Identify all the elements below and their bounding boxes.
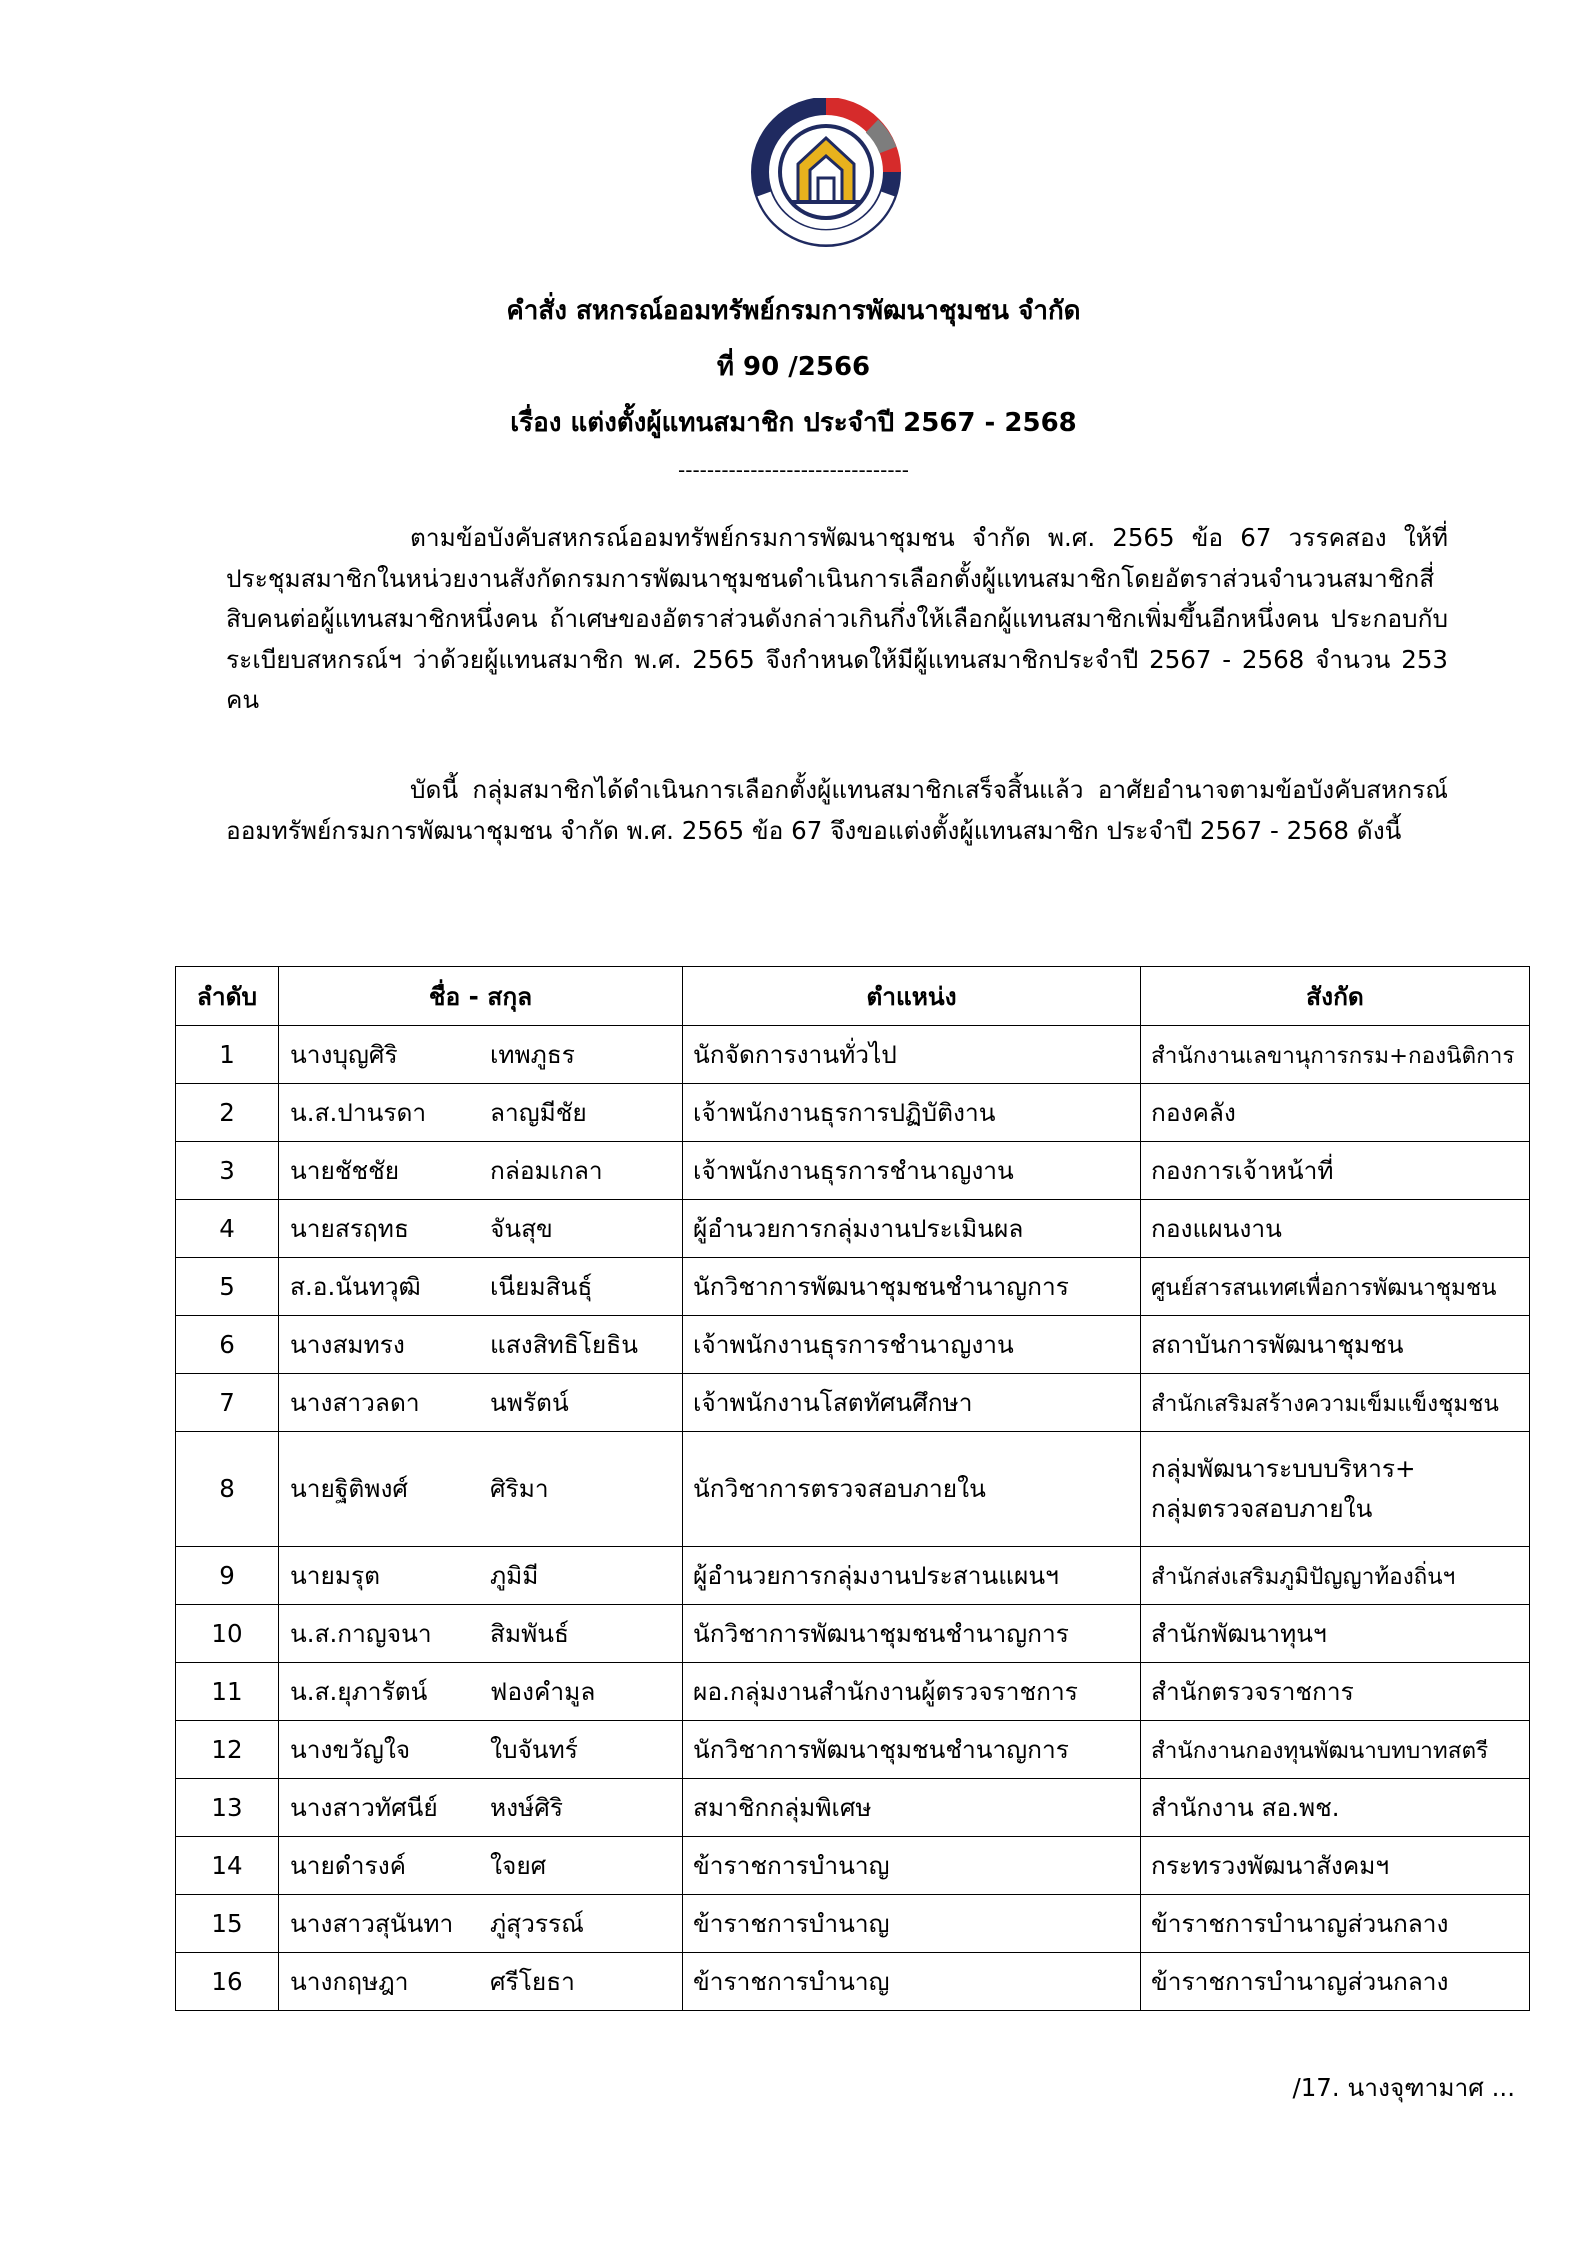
last-name: กล่อมเกลา [490, 1156, 603, 1185]
row-position: ผอ.กลุ่มงานสำนักงานผู้ตรวจราชการ [683, 1663, 1141, 1721]
row-number: 9 [176, 1547, 279, 1605]
row-unit: สำนักงานกองทุนพัฒนาบทบาทสตรี [1141, 1721, 1530, 1779]
header-position: ตำแหน่ง [683, 967, 1141, 1026]
order-number: ที่ 90 /2566 [716, 352, 871, 382]
row-unit: ศูนย์สารสนเทศเพื่อการพัฒนาชุมชน [1141, 1258, 1530, 1316]
last-name: หงษ์ศิริ [490, 1793, 563, 1822]
first-name: นางขวัญใจ [290, 1735, 411, 1764]
order-subject: เรื่อง แต่งตั้งผู้แทนสมาชิก ประจำปี 2567 - 2568 [510, 408, 1077, 438]
row-number: 14 [176, 1837, 279, 1895]
row-name [279, 1026, 683, 1084]
last-name: เนียมสินธุ์ [490, 1272, 593, 1301]
table-row [176, 1605, 1530, 1663]
last-name: จันสุข [490, 1214, 553, 1243]
last-name: ภูมิมี [490, 1561, 539, 1590]
row-number: 13 [176, 1779, 279, 1837]
table-row [176, 1316, 1530, 1374]
first-name: นายดำรงค์ [290, 1851, 407, 1880]
paragraph-appointment-text: บัดนี้ กลุ่มสมาชิกได้ดำเนินการเลือกตั้งผู้แทนสมาชิกเสร็จสิ้นแล้ว อาศัยอำนาจตามข้อบังคับสหกรณ์ออมทรัพย์กรมการพัฒนาชุมชน จำกัด พ.ศ. 2565 ข้อ 67 จึงขอแต่งตั้งผู้แทนสมาชิก ประจำปี 2567 - 2568 ดังนี้ [226, 775, 1448, 845]
last-name: ฟองคำมูล [490, 1677, 596, 1706]
first-name: นายชัชชัย [290, 1156, 400, 1185]
row-name [279, 1895, 683, 1953]
representatives-table [175, 966, 1530, 2011]
row-unit: สำนักตรวจราชการ [1141, 1663, 1530, 1721]
header-unit: สังกัด [1141, 967, 1530, 1026]
row-number: 6 [176, 1316, 279, 1374]
row-unit: กระทรวงพัฒนาสังคมฯ [1141, 1837, 1530, 1895]
first-name: นายมรุต [290, 1561, 381, 1590]
row-name [279, 1605, 683, 1663]
row-unit: สำนักงาน สอ.พช. [1141, 1779, 1530, 1837]
row-unit: สำนักพัฒนาทุนฯ [1141, 1605, 1530, 1663]
row-name [279, 1316, 683, 1374]
table-row [176, 1258, 1530, 1316]
table-row [176, 1026, 1530, 1084]
row-unit-line1: กลุ่มพัฒนาระบบบริหาร+ [1151, 1454, 1416, 1483]
row-unit: สำนักงานเลขานุการกรม+กองนิติการ [1141, 1026, 1530, 1084]
first-name: นายสรฤทธ [290, 1214, 409, 1243]
row-name [279, 1084, 683, 1142]
last-name: ศิริมา [490, 1474, 549, 1503]
first-name: นายฐิติพงศ์ [290, 1474, 408, 1503]
row-position: ข้าราชการบำนาญ [683, 1895, 1141, 1953]
row-number: 4 [176, 1200, 279, 1258]
row-name [279, 1374, 683, 1432]
last-name: ลาญมีชัย [490, 1098, 587, 1127]
row-name [279, 1200, 683, 1258]
first-name: นางกฤษฎา [290, 1967, 409, 1996]
row-position: นักวิชาการพัฒนาชุมชนชำนาญการ [683, 1258, 1141, 1316]
row-name [279, 1142, 683, 1200]
first-name: น.ส.กาญจนา [290, 1619, 432, 1648]
paragraph-regulation-text: ตามข้อบังคับสหกรณ์ออมทรัพย์กรมการพัฒนาชุมชน จำกัด พ.ศ. 2565 ข้อ 67 วรรคสอง ให้ที่ประชุมสมาชิกในหน่วยงานสังกัดกรมการพัฒนาชุมชนดำเนินการเลือกตั้งผู้แทนสมาชิกโดยอัตราส่วนจำนวนสมาชิกสี่สิบคนต่อผู้แทนสมาชิกหนึ่งคน ถ้าเศษของอัตราส่วนดังกล่าวเกินกึ่งให้เลือกผู้แทนสมาชิกเพิ่มขึ้นอีกหนึ่งคน ประกอบกับระเบียบสหกรณ์ฯ ว่าด้วยผู้แทนสมาชิก พ.ศ. 2565 จึงกำหนดให้มีผู้แทนสมาชิกประจำปี 2567 - 2568 จำนวน 253 คน [226, 523, 1448, 714]
header-order: ลำดับ [176, 967, 279, 1026]
row-name [279, 1837, 683, 1895]
row-position: นักจัดการงานทั่วไป [683, 1026, 1141, 1084]
row-number: 2 [176, 1084, 279, 1142]
row-position: นักวิชาการพัฒนาชุมชนชำนาญการ [683, 1605, 1141, 1663]
row-number: 1 [176, 1026, 279, 1084]
table-row [176, 1547, 1530, 1605]
first-name: ส.อ.นันทวุฒิ [290, 1272, 421, 1301]
row-unit [1141, 1432, 1530, 1547]
row-name [279, 1432, 683, 1547]
row-position: เจ้าพนักงานธุรการปฏิบัติงาน [683, 1084, 1141, 1142]
first-name: นางสาวลดา [290, 1388, 420, 1417]
table-row [176, 1142, 1530, 1200]
table-row [176, 1084, 1530, 1142]
table-header-row [176, 967, 1530, 1026]
first-name: นางสาวสุนันทา [290, 1909, 454, 1938]
row-unit: ข้าราชการบำนาญส่วนกลาง [1141, 1953, 1530, 2011]
divider-line: -------------------------------- [678, 458, 909, 482]
row-unit: สำนักส่งเสริมภูมิปัญญาท้องถิ่นฯ [1141, 1547, 1530, 1605]
header-name: ชื่อ - สกุล [279, 967, 683, 1026]
last-name: ใบจันทร์ [490, 1735, 578, 1764]
row-unit: สำนักเสริมสร้างความเข็มแข็งชุมชน [1141, 1374, 1530, 1432]
table-row [176, 1779, 1530, 1837]
row-name [279, 1779, 683, 1837]
order-title: คำสั่ง สหกรณ์ออมทรัพย์กรมการพัฒนาชุมชน จำกัด [506, 296, 1081, 326]
continuation-note: /17. นางจุฑามาศ ... [1292, 2073, 1515, 2102]
row-name [279, 1663, 683, 1721]
last-name: สิมพันธ์ [490, 1619, 569, 1648]
row-number: 12 [176, 1721, 279, 1779]
row-number: 5 [176, 1258, 279, 1316]
row-unit: กองแผนงาน [1141, 1200, 1530, 1258]
row-position: นักวิชาการตรวจสอบภายใน [683, 1432, 1141, 1547]
row-unit: กองการเจ้าหน้าที่ [1141, 1142, 1530, 1200]
row-position: สมาชิกกลุ่มพิเศษ [683, 1779, 1141, 1837]
row-name [279, 1721, 683, 1779]
paragraph-appointment [226, 770, 1448, 851]
row-number: 11 [176, 1663, 279, 1721]
row-unit: ข้าราชการบำนาญส่วนกลาง [1141, 1895, 1530, 1953]
table-row [176, 1721, 1530, 1779]
row-unit: สถาบันการพัฒนาชุมชน [1141, 1316, 1530, 1374]
row-number: 7 [176, 1374, 279, 1432]
row-position: ผู้อำนวยการกลุ่มงานประสานแผนฯ [683, 1547, 1141, 1605]
table-row [176, 1374, 1530, 1432]
cooperative-logo [722, 98, 932, 248]
first-name: นางสาวทัศนีย์ [290, 1793, 438, 1822]
row-position: เจ้าพนักงานธุรการชำนาญงาน [683, 1142, 1141, 1200]
first-name: นางบุญศิริ [290, 1040, 398, 1069]
last-name: ศรีโยธา [490, 1967, 575, 1996]
row-position: เจ้าพนักงานธุรการชำนาญงาน [683, 1316, 1141, 1374]
paragraph-regulation [226, 518, 1448, 721]
row-unit: กองคลัง [1141, 1084, 1530, 1142]
row-position: ผู้อำนวยการกลุ่มงานประเมินผล [683, 1200, 1141, 1258]
table-row [176, 1663, 1530, 1721]
table-row [176, 1895, 1530, 1953]
row-number: 8 [176, 1432, 279, 1547]
row-position: เจ้าพนักงานโสตทัศนศึกษา [683, 1374, 1141, 1432]
table-row [176, 1200, 1530, 1258]
row-position: ข้าราชการบำนาญ [683, 1953, 1141, 2011]
row-position: นักวิชาการพัฒนาชุมชนชำนาญการ [683, 1721, 1141, 1779]
last-name: เทพภูธร [490, 1040, 575, 1069]
table-row [176, 1837, 1530, 1895]
table-row [176, 1953, 1530, 2011]
row-position: ข้าราชการบำนาญ [683, 1837, 1141, 1895]
table-row [176, 1432, 1530, 1547]
last-name: ภู่สุวรรณ์ [490, 1909, 584, 1938]
first-name: นางสมทรง [290, 1330, 405, 1359]
row-number: 3 [176, 1142, 279, 1200]
first-name: น.ส.ปานรดา [290, 1098, 427, 1127]
last-name: นพรัตน์ [490, 1388, 569, 1417]
last-name: แสงสิทธิโยธิน [490, 1330, 638, 1359]
row-name [279, 1953, 683, 2011]
row-number: 15 [176, 1895, 279, 1953]
row-name [279, 1547, 683, 1605]
first-name: น.ส.ยุภารัตน์ [290, 1677, 428, 1706]
last-name: ใจยศ [490, 1851, 547, 1880]
row-unit-line2: กลุ่มตรวจสอบภายใน [1151, 1494, 1373, 1523]
row-name [279, 1258, 683, 1316]
row-number: 16 [176, 1953, 279, 2011]
row-number: 10 [176, 1605, 279, 1663]
